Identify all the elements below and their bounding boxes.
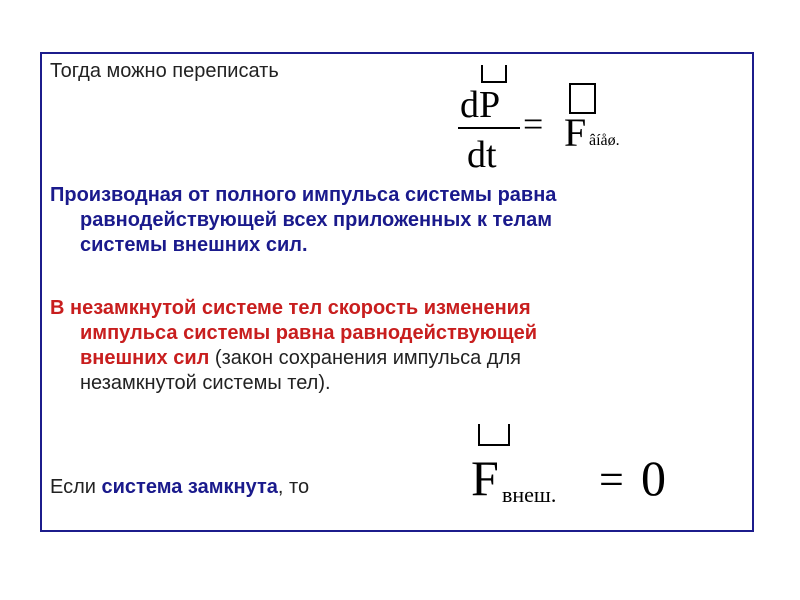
vector-arrow-p xyxy=(481,65,507,83)
paragraph2-line-2: импульса системы равна равнодействующей xyxy=(80,322,538,344)
formula1-numerator: dP xyxy=(460,84,501,126)
formula2-equals: = xyxy=(599,455,624,504)
paragraph2-bold-end: внешних сил xyxy=(80,347,210,369)
closing-emphasis: система замкнута xyxy=(101,476,278,498)
closing-prefix: Если xyxy=(50,476,102,498)
formula1-subscript: âíåø. xyxy=(589,132,620,149)
paragraph2-line-3 xyxy=(50,346,537,371)
paragraph-derivative-statement xyxy=(50,183,556,258)
paragraph1-line-1: Производная от полного импульса системы равна xyxy=(50,184,557,206)
formula1-equals: = xyxy=(523,104,544,144)
intro-text: Тогда можно переписать xyxy=(50,60,279,82)
formula2-subscript: внеш. xyxy=(502,482,557,507)
formula1-denominator: dt xyxy=(467,134,497,176)
paragraph2-line-1: В незамкнутой системе тел скорость изменения xyxy=(50,297,531,319)
formula1-force: F xyxy=(564,110,587,155)
paragraph2-line-4: незамкнутой системы тел). xyxy=(80,372,331,394)
closing-suffix: , то xyxy=(277,476,310,498)
closed-system-statement xyxy=(50,475,309,500)
paragraph2-tail: (закон сохранения импульса для xyxy=(209,347,521,369)
formula2-value: 0 xyxy=(641,450,666,506)
paragraph-open-system xyxy=(50,296,537,396)
paragraph1-line-2: равнодействующей всех приложенных к телам xyxy=(80,209,553,231)
paragraph1-line-3: системы внешних сил. xyxy=(80,234,308,256)
vector-arrow-f xyxy=(478,424,510,446)
formula2-force: F xyxy=(471,450,499,506)
fraction-bar xyxy=(458,127,520,129)
